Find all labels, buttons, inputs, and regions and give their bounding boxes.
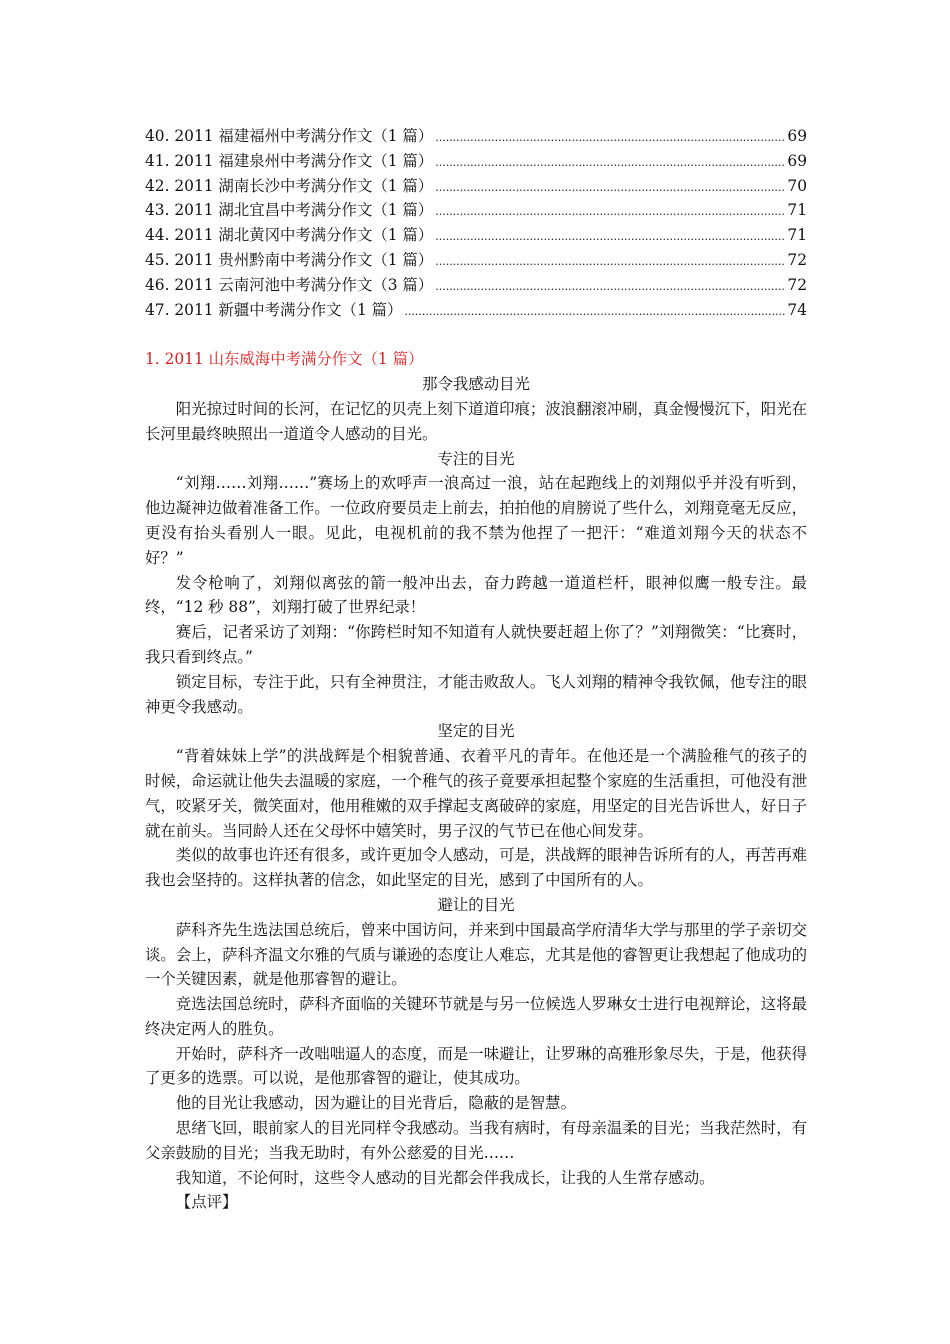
paragraph: 思绪飞回，眼前家人的目光同样令我感动。当我有病时，有母亲温柔的目光；当我茫然时，有父亲鼓励的目光；当我无助时，有外公慈爱的目光…… <box>145 1119 807 1162</box>
subheading-firm-gaze: 坚定的目光 <box>437 722 515 741</box>
toc-leader-dots <box>435 124 785 151</box>
intro-paragraph: 阳光掠过时间的长河，在记忆的贝壳上刻下道道印痕；波浪翻滚冲刷，真金慢慢沉下，阳光在长河里最终映照出一道道令人感动的目光。 <box>145 399 807 443</box>
toc-page-number: 69 <box>787 151 807 170</box>
toc-leader-dots <box>435 149 785 176</box>
toc-leader-dots <box>435 273 785 300</box>
paragraph: 萨科齐先生选法国总统后，曾来中国访问，并来到中国最高学府清华大学与那里的学子亲切交谈。会上，萨科齐温文尔雅的气质与谦逊的态度让人难忘，尤其是他的睿智更让我想起了他成功的一个关键因素，就是他那睿智的避让。 <box>145 920 807 989</box>
toc-entry[interactable] <box>145 149 807 174</box>
toc-page-number: 69 <box>787 127 807 145</box>
toc-leader-dots <box>435 223 785 250</box>
toc-entry[interactable] <box>145 273 807 298</box>
toc-page-number: 72 <box>787 275 807 294</box>
toc-leader-dots <box>435 174 785 201</box>
toc-page-number: 71 <box>787 226 807 245</box>
toc-page-number: 72 <box>787 250 807 269</box>
subheading-yielding-gaze: 避让的目光 <box>437 895 515 914</box>
toc-entry[interactable] <box>145 298 807 323</box>
toc-leader-dots <box>435 198 785 225</box>
toc-label: 46. 2011 云南河池中考满分作文（3 篇） <box>145 275 434 294</box>
toc-label: 43. 2011 湖北宜昌中考满分作文（1 篇） <box>145 201 434 220</box>
toc-entry[interactable] <box>145 223 807 248</box>
paragraph: 竞选法国总统时，萨科齐面临的关键环节就是与另一位候选人罗琳女士进行电视辩论，这将最终决定两人的胜负。 <box>145 995 807 1038</box>
paragraph: “背着妹妹上学”的洪战辉是个相貌普通、衣着平凡的青年。在他还是一个满脸稚气的孩子的时候，命运就让他失去温暖的家庭，一个稚气的孩子竟要承担起整个家庭的生活重担，可他没有泄气，咬紧牙关，微笑面对，他用稚嫩的双手撑起支离破碎的家庭，用坚定的目光告诉世人，好日子就在前头。当同龄人还在父母怀中嬉笑时，男子汉的气节已在他心间发芽。 <box>145 747 807 840</box>
toc-leader-dots <box>435 248 785 275</box>
toc-entry[interactable] <box>145 124 807 149</box>
paragraph: 赛后，记者采访了刘翔：“你跨栏时知不知道有人就快要赶超上你了？”刘翔微笑：“比赛时，我只看到终点。” <box>145 623 807 666</box>
paragraph: 锁定目标，专注于此，只有全神贯注，才能击败敌人。飞人刘翔的精神令我钦佩，他专注的眼神更令我感动。 <box>145 672 807 716</box>
paragraph: 类似的故事也许还有很多，或许更加令人感动，可是，洪战辉的眼神告诉所有的人，再苦再难我也会坚持的。这样执著的信念，如此坚定的目光，感到了中国所有的人。 <box>145 846 807 890</box>
toc-label: 47. 2011 新疆中考满分作文（1 篇） <box>145 300 403 319</box>
table-of-contents <box>145 124 807 322</box>
paragraph: 我知道，不论何时，这些令人感动的目光都会伴我成长，让我的人生常存感动。 <box>175 1168 715 1187</box>
toc-label: 44. 2011 湖北黄冈中考满分作文（1 篇） <box>145 226 434 245</box>
section-title: 1. 2011 山东威海中考满分作文（1 篇） <box>145 350 424 369</box>
essay-title: 那令我感动目光 <box>422 375 530 394</box>
toc-page-number: 71 <box>787 201 807 220</box>
comment-label: 【点评】 <box>175 1193 238 1212</box>
toc-entry[interactable] <box>145 174 807 199</box>
toc-label: 45. 2011 贵州黔南中考满分作文（1 篇） <box>145 250 434 269</box>
toc-entry[interactable] <box>145 198 807 223</box>
paragraph: “刘翔……刘翔……”赛场上的欢呼声一浪高过一浪，站在起跑线上的刘翔似乎并没有听到，他边凝神边做着准备工作。一位政府要员走上前去，拍拍他的肩膀说了些什么，刘翔竟毫无反应，更没有抬头看别人一眼。见此，电视机前的我不禁为他捏了一把汗：“难道刘翔今天的状态不好？” <box>145 474 807 567</box>
subheading-focused-gaze: 专注的目光 <box>437 449 515 468</box>
paragraph: 他的目光让我感动，因为避让的目光背后，隐蔽的是智慧。 <box>175 1094 576 1113</box>
toc-label: 41. 2011 福建泉州中考满分作文（1 篇） <box>145 151 434 170</box>
toc-page-number: 74 <box>787 300 807 319</box>
toc-leader-dots <box>404 298 785 325</box>
paragraph: 开始时，萨科齐一改咄咄逼人的态度，而是一味避让，让罗琳的高雅形象尽失，于是，他获得了更多的选票。可以说，是他那睿智的避让，使其成功。 <box>145 1044 807 1088</box>
toc-label: 42. 2011 湖南长沙中考满分作文（1 篇） <box>145 176 434 195</box>
toc-page-number: 70 <box>787 176 807 195</box>
toc-label: 40. 2011 福建福州中考满分作文（1 篇） <box>145 127 434 145</box>
paragraph: 发令枪响了，刘翔似离弦的箭一般冲出去，奋力跨越一道道栏杆，眼神似鹰一般专注。最终，“12 秒 88”，刘翔打破了世界纪录！ <box>145 573 807 617</box>
toc-entry[interactable] <box>145 248 807 273</box>
page-content <box>145 124 807 1215</box>
